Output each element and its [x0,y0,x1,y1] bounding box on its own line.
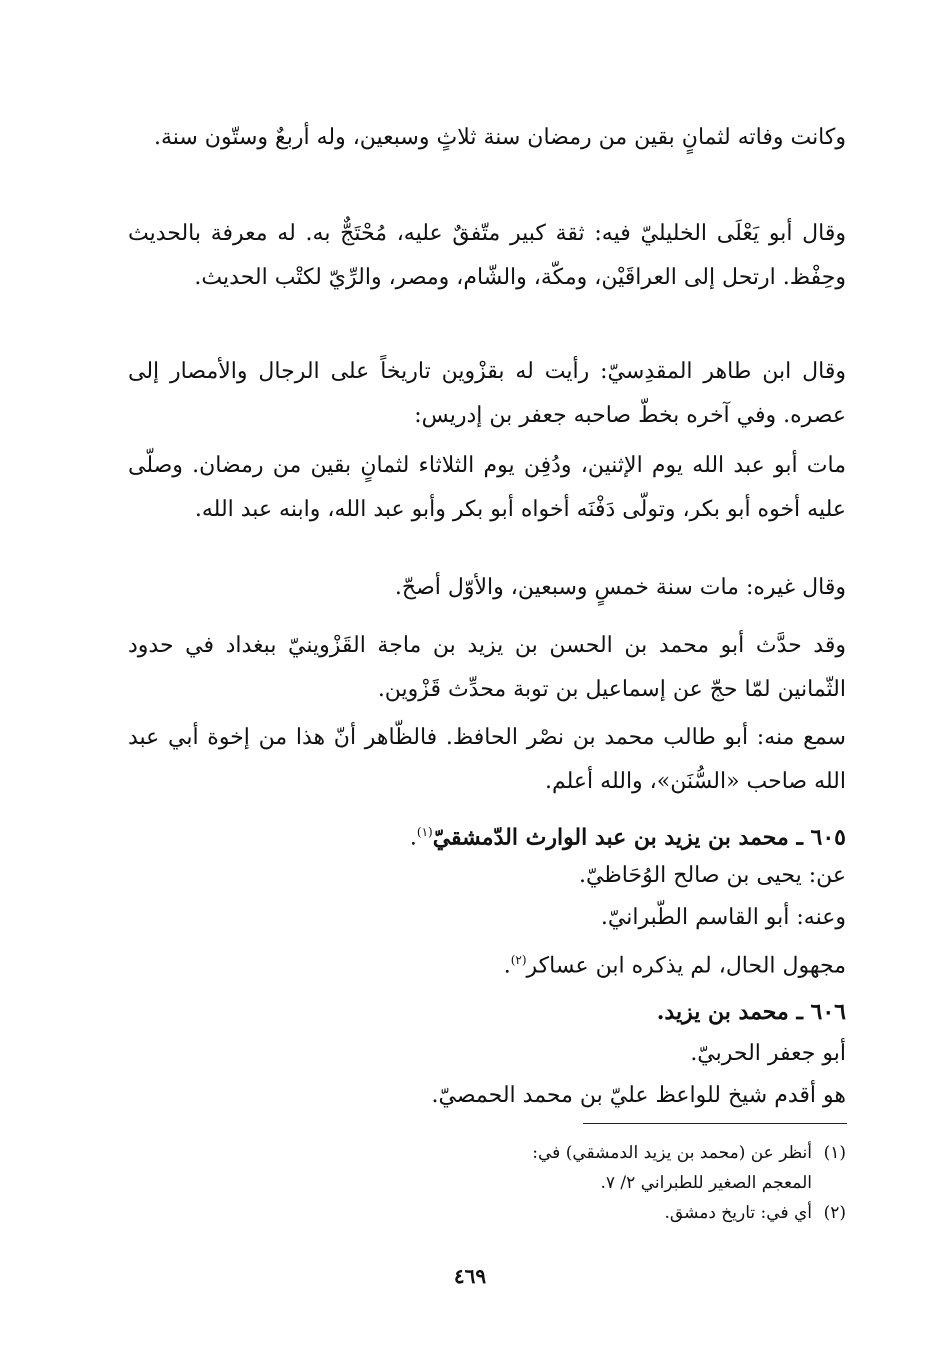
paragraph-heard-from: سمع منه: أبو طالب محمد بن نصْر الحافظ. فالظّاهر أنّ هذا من إخوة أبي عبد الله صاحب «السُّنَن»، والله أعلم. [128,725,846,794]
footnote-2 [664,1198,846,1228]
paragraph-ibn-tahir: وقال ابن طاهر المقدِسيّ: رأيت له بقزْوين تاريخاً على الرجال والأمصار إلى عصره. وفي آخره بخطّ صاحبه جعفر بن إدريس: [128,359,846,428]
entry-605-status-text: مجهول الحال، لم يذكره ابن عساكر [526,953,846,979]
entry-605-status [504,940,846,986]
footnote-1 [532,1138,846,1168]
entry-606-description: هو أقدم شيخ للواعظ عليّ بن محمد الحمصيّ. [431,1083,846,1108]
entry-606-kunya: أبو جعفر الحربيّ. [690,1041,846,1066]
entry-605-title: ٦٠٥ ـ محمد بن يزيد بن عبد الوارث الدّمشقيّ [432,824,846,851]
entry-605-heading: ٦٠٥ ـ محمد بن يزيد بن عبد الوارث الدّمشقيّ$^{(١)}$. [409,824,846,851]
footnote-1-line-2: المعجم الصغير للطبراني ٢/ ٧. [600,1173,812,1193]
footnote-separator [583,1123,847,1124]
footnote-2-number: (٢) [823,1203,846,1223]
paragraph-other-opinion: وقال غيره: مات سنة خمسٍ وسبعين، والأوّل أصحّ. [394,575,846,600]
footnote-ref-2[interactable]: (٢) [510,953,527,967]
paragraph-abu-muhammad: وقد حدَّث أبو محمد بن الحسن بن يزيد بن ماجة القَزْوينيّ ببغداد في حدود الثّمانين لمّا حجّ عن إسماعيل بن توبة محدِّث قَزْوين. [128,633,846,702]
paragraph-death-date: وكانت وفاته لثمانٍ بقين من رمضان سنة ثلاثٍ وسبعين، وله أربعٌ وستّون سنة. [153,125,846,150]
entry-605-narrated-from: عن: يحيى بن صالح الوُحَاظيّ. [578,863,846,888]
paragraph-khalili: وقال أبو يَعْلَى الخليليّ فيه: ثقة كبير متّفقٌ عليه، مُحْتَجٌّ به. له معرفة بالحديث وحِفْظ. ارتحل إلى العراقَيْن، ومكّة، والشّام، ومصر، والرِّيّ لكتْب الحديث. [128,221,846,290]
entry-606-heading: ٦٠٦ ـ محمد بن يزيد. [656,999,846,1025]
entry-605-status-end: . [503,953,511,979]
page-number: ٤٦٩ [453,1264,487,1288]
footnote-2-line-1: أي في: تاريخ دمشق. [664,1203,812,1223]
paragraph-burial: مات أبو عبد الله يوم الإثنين، ودُفِن يوم الثلاثاء لثمانٍ بقين من رمضان. وصلّى عليه أخوه أبو بكر، وتولّى دَفْنَه أخواه أبو بكر وأبو عبد الله، وابنه عبد الله. [128,453,846,522]
footnote-1-continuation [600,1168,846,1198]
footnote-1-number: (١) [823,1143,846,1163]
footnote-1-line-1: أنظر عن (محمد بن يزيد الدمشقي) في: [532,1143,812,1163]
entry-605-narrated-by: وعنه: أبو القاسم الطّبرانيّ. [600,905,846,930]
footnote-ref-1[interactable]: (١) [416,825,433,839]
